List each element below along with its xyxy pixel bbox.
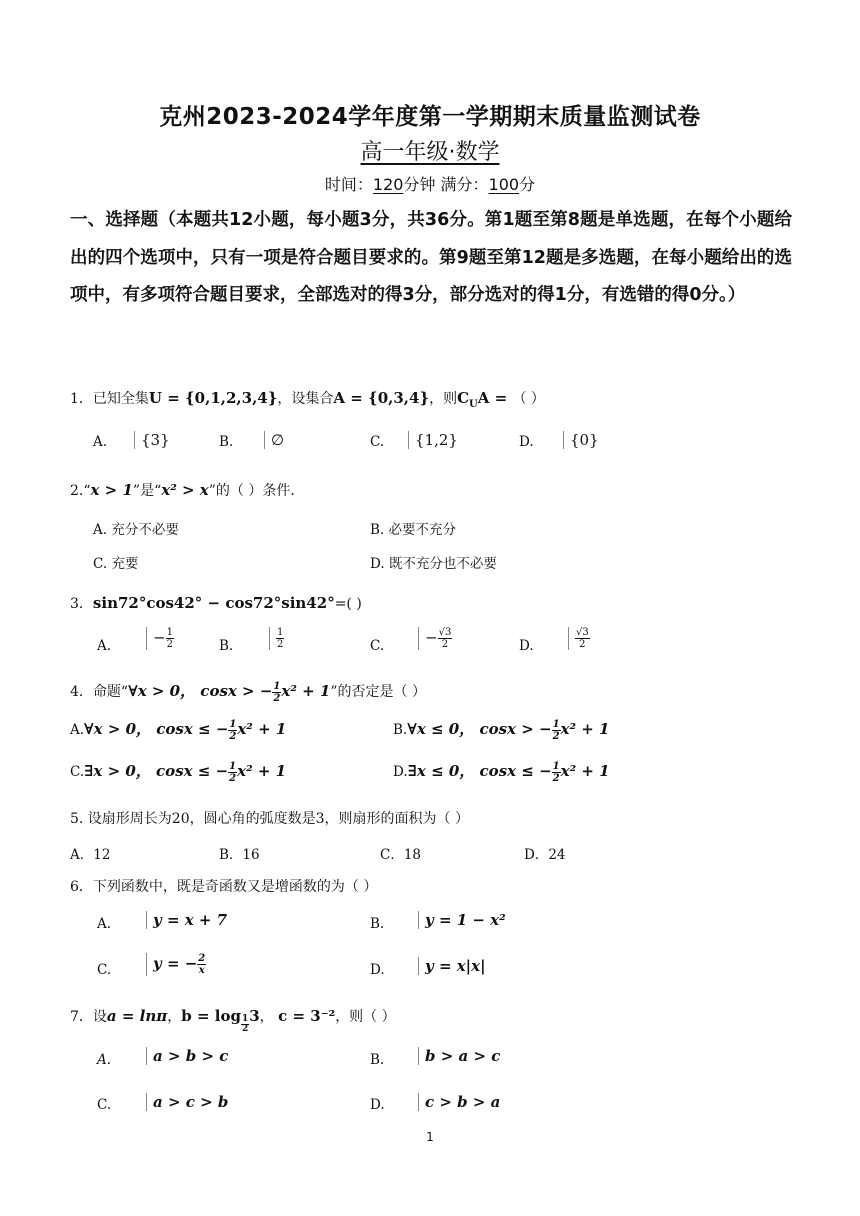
q4-option-c-num: 1 (229, 760, 237, 772)
q6-option-b-value: y = 1 − x² (418, 911, 506, 929)
q4-option-a-value (84, 718, 287, 742)
q7-b-definition (181, 1007, 260, 1034)
q1-complement (457, 389, 513, 410)
q3-option-b-den: 2 (277, 639, 284, 650)
q7-separator-2: ， (259, 1009, 279, 1025)
time-and-score (0, 172, 860, 195)
q1-complement-c: C (457, 389, 470, 407)
q7-option-c-label: C. (97, 1097, 112, 1113)
q4-option-b-tail: x² + 1 (560, 720, 610, 738)
q7-option-b-value: b > a > c (418, 1047, 500, 1065)
q1-complement-sub: U (469, 399, 478, 410)
q2-option-d-label: D. (370, 556, 385, 572)
q4-option-a-den: 2 (229, 730, 237, 742)
q2-option-b-value: 必要不充分 (388, 522, 457, 538)
q5-option-a-value: 12 (93, 847, 111, 863)
q3-option-a-num: 1 (166, 627, 173, 638)
q2-stem-b: ”是“ (132, 483, 162, 499)
q3-option-c-value (418, 627, 452, 650)
q4-option-a-head: ∀x > 0， cosx ≤ − (84, 720, 229, 738)
q3-number: 3． (70, 596, 93, 612)
q6-option-c-head: y = − (153, 954, 198, 973)
q7-option-a-label: A. (97, 1052, 112, 1068)
q1-set-a: A = {0,3,4} (333, 389, 430, 407)
q3-option-c-den: 2 (441, 639, 449, 650)
q1-option-b-label: B. (219, 434, 234, 450)
q3-option-c-sign: − (425, 628, 438, 647)
q3-option-b-fraction (276, 627, 284, 650)
q7-separator-1: ， (167, 1009, 182, 1025)
q6-option-c-den: x (198, 965, 205, 976)
q3-option-d-fraction (575, 627, 590, 650)
q1-stem-d: （ ） (512, 391, 545, 407)
q2-option-c-label: C. (93, 556, 108, 572)
q1-option-a-label: A. (93, 434, 108, 450)
q7-b-arg: 3 (249, 1007, 260, 1025)
q1-stem-c: ，则 (429, 391, 458, 407)
q3-option-a-fraction (166, 627, 174, 650)
q1-set-u: U = {0,1,2,3,4} (148, 389, 278, 407)
q4-option-d-tail: x² + 1 (560, 762, 610, 780)
q5-option-c-label: C． (380, 847, 404, 863)
q2-option-d-value: 既不充分也不必要 (388, 556, 497, 572)
q4-prop-tail: x² + 1 (281, 682, 331, 700)
q4-prop-den: 2 (273, 692, 281, 704)
q6-option-d-label: D. (370, 962, 385, 978)
q4-option-b-head: ∀x ≤ 0， cosx > − (407, 720, 552, 738)
q4-option-a (70, 718, 286, 742)
q2-option-b (370, 518, 456, 538)
q7-c-definition: c = 3⁻² (278, 1007, 336, 1025)
q6-option-c-value (146, 953, 206, 976)
q1-option-b-value: ∅ (264, 431, 284, 449)
question-1-stem (70, 388, 545, 410)
q5-option-d (524, 843, 566, 863)
q2-stem-a: 2.“ (70, 483, 91, 499)
q6-option-b (370, 916, 384, 932)
q3-option-d-num: √3 (576, 627, 589, 638)
q2-option-a-value: 充分不必要 (111, 522, 179, 538)
q3-expression: sin72°cos42° − cos72°sin42° (92, 594, 335, 612)
q4-option-c-fraction (228, 761, 237, 784)
q3-option-a-den: 2 (166, 639, 173, 650)
q3-option-b (219, 638, 233, 654)
question-4-stem (70, 680, 426, 704)
q7-option-d-value: c > b > a (418, 1093, 500, 1111)
question-6-stem: 6．下列函数中，既是奇函数又是增函数的为（ ） (70, 879, 378, 895)
q5-option-c-value: 18 (403, 847, 422, 863)
q2-stem-c: ”的（ ）条件. (208, 483, 295, 499)
q5-option-c (380, 843, 421, 863)
q4-option-d (393, 760, 610, 784)
page-number: 1 (426, 1130, 434, 1144)
q5-option-d-label: D． (524, 847, 549, 863)
q3-option-a-value (146, 627, 174, 650)
q4-option-b-den: 2 (552, 730, 560, 742)
q7-b-base (241, 1015, 249, 1034)
q2-option-b-label: B. (370, 522, 385, 538)
q1-option-b (219, 434, 233, 450)
q4-option-c-value (84, 760, 287, 784)
q3-option-a-sign: − (153, 628, 166, 647)
q4-option-d-head: ∃x ≤ 0， cosx ≤ − (407, 762, 552, 780)
q2-cond-2: x² > x (161, 481, 209, 499)
q3-option-c (370, 638, 384, 654)
q5-option-a (70, 843, 110, 863)
q6-option-c-fraction (197, 953, 206, 976)
q2-option-c (93, 552, 138, 572)
q5-option-b-label: B． (219, 847, 243, 863)
q4-option-d-num: 1 (552, 760, 560, 772)
q3-option-d (519, 638, 534, 654)
q7-option-c-value: a > c > b (146, 1093, 228, 1111)
q7-b-base-den: 2 (241, 1024, 249, 1034)
score-unit: 分 (519, 175, 536, 194)
q3-stem-b: =( ) (334, 596, 362, 612)
q3-option-c-num: √3 (438, 627, 452, 638)
q1-option-d (519, 434, 534, 450)
q3-option-c-label: C. (370, 638, 385, 654)
q6-option-d-value: y = x|x| (418, 957, 486, 975)
q7-b-log: b = log (181, 1007, 241, 1025)
q4-option-d-value (407, 760, 610, 784)
q3-option-d-value (568, 627, 590, 650)
q1-complement-rest: A = (477, 389, 513, 407)
q4-option-b (393, 718, 610, 742)
q7-option-d (370, 1097, 385, 1113)
q4-prop-num: 1 (273, 680, 281, 692)
q3-option-b-num: 1 (277, 627, 284, 638)
q1-option-c (370, 434, 384, 450)
q6-option-a (97, 916, 111, 932)
q6-option-d (370, 962, 385, 978)
q4-stem-b: ”的否定是（ ） (330, 684, 426, 700)
q7-a-definition: a = lnπ (106, 1007, 168, 1025)
q7-b-base-num: 1 (241, 1014, 249, 1024)
exam-title: 克州2023-2024学年度第一学期期末质量监测试卷 (159, 104, 701, 130)
q4-option-d-fraction (552, 761, 561, 784)
q6-option-c-label: C. (97, 962, 112, 978)
q1-option-d-value: {0} (563, 431, 599, 449)
q3-option-a (97, 638, 111, 654)
q3-option-d-label: D. (519, 638, 534, 654)
q1-option-a (93, 434, 107, 450)
q6-option-a-label: A. (97, 916, 112, 932)
q4-option-c (70, 760, 286, 784)
q4-option-a-label: A. (70, 722, 85, 738)
q4-stem-a: 4．命题“ (70, 684, 129, 700)
q4-option-a-num: 1 (229, 718, 237, 730)
subtitle-text: 高一年级·数学 (360, 140, 500, 165)
q1-option-c-label: C. (370, 434, 385, 450)
time-value: 120 (372, 175, 404, 194)
time-label: 时间： (324, 175, 373, 194)
q2-option-a-label: A. (93, 522, 108, 538)
question-3-stem (70, 593, 362, 613)
q2-option-c-value: 充要 (111, 556, 139, 572)
q5-option-b-value: 16 (242, 847, 260, 863)
q3-option-a-label: A. (97, 638, 112, 654)
question-2-stem (70, 480, 295, 500)
q6-option-a-value: y = x + 7 (146, 911, 227, 929)
q1-option-d-label: D. (519, 434, 534, 450)
q4-option-c-den: 2 (229, 772, 237, 784)
q4-option-a-tail: x² + 1 (237, 720, 287, 738)
q4-option-b-fraction (552, 719, 561, 742)
q3-option-d-den: 2 (579, 639, 586, 650)
q4-option-d-label: D. (393, 764, 408, 780)
q5-option-a-label: A． (70, 847, 94, 863)
q7-option-d-label: D. (370, 1097, 385, 1113)
q7-option-b (370, 1052, 384, 1068)
q4-option-b-num: 1 (552, 718, 560, 730)
q1-stem-a: 1．已知全集 (70, 391, 149, 407)
q6-option-c-num: 2 (198, 953, 206, 964)
q5-option-d-value: 24 (548, 847, 566, 863)
q3-option-b-value (269, 627, 284, 650)
exam-subtitle (0, 135, 860, 166)
q4-option-b-label: B. (393, 722, 408, 738)
q7-option-b-label: B. (370, 1052, 385, 1068)
q4-option-a-fraction (228, 719, 237, 742)
q3-option-c-fraction (438, 627, 453, 650)
q1-option-a-value: {3} (134, 431, 170, 449)
q7-option-a-value: a > b > c (146, 1047, 228, 1065)
q2-option-a (93, 518, 179, 538)
q6-option-b-label: B. (370, 916, 385, 932)
q4-proposition (128, 680, 331, 704)
q4-option-c-label: C. (70, 764, 85, 780)
section-one-instructions: 一、选择题（本题共12小题，每小题3分，共36分。第1题至第8题是单选题，在每个小题给出的四个选项中，只有一项是符合题目要求的。第9题至第12题是多选题，在每小题给出的选项中，有多项符合题目要求，全部选对的得3分，部分选对的得1分，有选错的得0分。） (70, 210, 792, 305)
q1-stem-b: ，设集合 (277, 391, 334, 407)
q3-option-b-label: B. (219, 638, 234, 654)
q7-stem-a: 7．设 (70, 1009, 107, 1025)
question-7-stem (70, 1006, 396, 1034)
score-value: 100 (488, 175, 520, 194)
q4-prop-head: ∀x > 0， cosx > − (128, 682, 273, 700)
question-5-stem: 5. 设扇形周长为20，圆心角的弧度数是3，则扇形的面积为（ ） (70, 811, 469, 827)
q6-option-c (97, 962, 111, 978)
q7-option-c (97, 1097, 111, 1113)
q1-option-c-value: {1,2} (408, 431, 458, 449)
q2-cond-1: x > 1 (90, 481, 133, 499)
q4-option-d-den: 2 (552, 772, 560, 784)
q4-option-c-head: ∃x > 0， cosx ≤ − (84, 762, 229, 780)
q4-option-c-tail: x² + 1 (237, 762, 287, 780)
q5-option-b (219, 843, 260, 863)
q7-option-a (97, 1052, 111, 1068)
q4-option-b-value (407, 718, 610, 742)
time-unit: 分钟 满分： (403, 175, 489, 194)
q2-option-d (370, 552, 497, 572)
q7-stem-b: ，则（ ） (335, 1009, 396, 1025)
